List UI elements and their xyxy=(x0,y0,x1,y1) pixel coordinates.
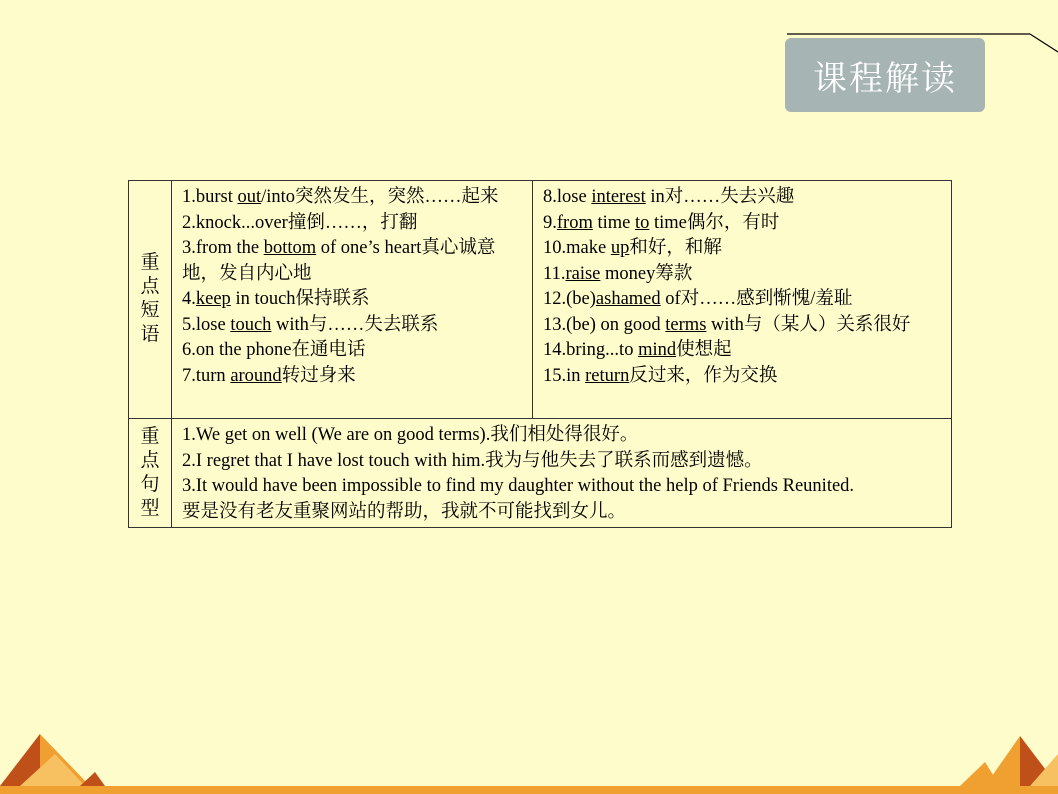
phrase-item: 13.(be) on good terms with与（某人）关系很好 xyxy=(543,314,911,335)
sentences-heading: 重点句型 xyxy=(140,424,160,519)
phrase-item: 14.bring...to mind使想起 xyxy=(543,340,732,360)
content-table xyxy=(128,180,952,528)
sentence-item: 2.I regret that I have lost touch with him.我为与他失去了联系而感到遗憾。 xyxy=(182,450,763,471)
phrases-right-cell xyxy=(533,181,952,419)
phrase-item: 9.from time to time偶尔，有时 xyxy=(543,212,780,233)
sentence-item: 1.We get on well (We are on good terms).我们相处得很好。 xyxy=(182,425,639,445)
phrase-item: 12.(be)ashamed of对……感到惭愧/羞耻 xyxy=(543,289,853,309)
phrase-item: 2.knock...over撞倒……，打翻 xyxy=(182,212,418,233)
phrases-left-list xyxy=(182,185,524,389)
phrases-heading-cell xyxy=(129,181,172,419)
phrases-right-list xyxy=(543,185,943,389)
phrase-item: 10.make up和好，和解 xyxy=(543,238,722,258)
sentences-row xyxy=(129,419,952,528)
phrases-row xyxy=(129,181,952,419)
phrase-item: 8.lose interest in对……失去兴趣 xyxy=(543,187,795,207)
phrase-item: 3.from the bottom of one’s heart真心诚意地，发自内心地 xyxy=(182,238,496,284)
phrase-item: 7.turn around转过身来 xyxy=(182,365,356,386)
phrase-item: 15.in return反过来，作为交换 xyxy=(543,365,778,386)
phrase-item: 5.lose touch with与……失去联系 xyxy=(182,314,439,335)
sentences-cell xyxy=(172,419,952,528)
bottom-decoration xyxy=(0,734,1058,794)
phrase-item: 6.on the phone在通电话 xyxy=(182,340,366,360)
phrase-item: 11.raise money筹款 xyxy=(543,263,693,284)
phrases-left-cell xyxy=(172,181,533,419)
sentences-heading-cell xyxy=(129,419,172,528)
phrase-item: 1.burst out/into突然发生，突然……起来 xyxy=(182,187,499,207)
phrase-item: 4.keep in touch保持联系 xyxy=(182,289,370,309)
section-title-badge xyxy=(785,38,985,112)
sentence-translation: 要是没有老友重聚网站的帮助，我就不可能找到女儿。 xyxy=(182,501,627,522)
sentence-item: 3.It would have been impossible to find my daughter without the help of Friends Reunited. xyxy=(182,476,855,496)
section-title: 课程解读 xyxy=(813,58,957,99)
phrases-heading: 重点短语 xyxy=(140,251,160,346)
